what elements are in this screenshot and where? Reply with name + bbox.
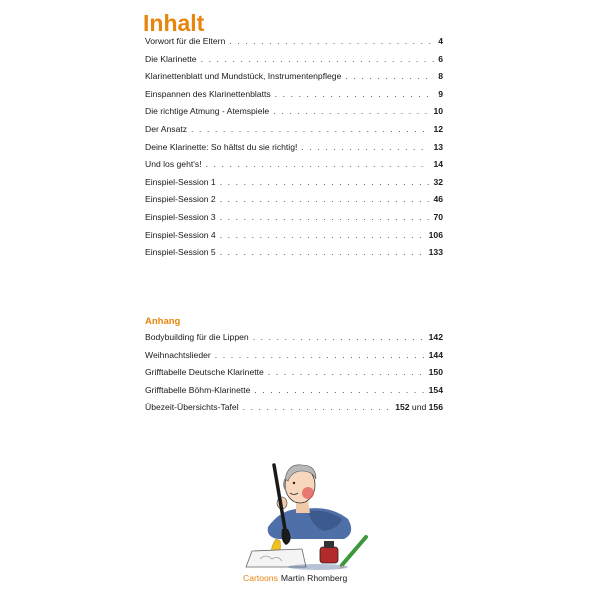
toc-entry-page xyxy=(429,247,443,257)
toc-entry-label: Die Klarinette xyxy=(145,53,197,64)
toc-entry-label: Einspiel-Session 4 xyxy=(145,229,216,240)
toc-entry xyxy=(145,385,443,403)
toc-page-number: 46 xyxy=(433,194,443,205)
toc-entry-page xyxy=(429,367,443,377)
toc-leader-dots xyxy=(206,159,430,169)
toc-entry-page xyxy=(395,402,443,412)
toc-page-number: 32 xyxy=(433,176,443,187)
toc-page-connector: und xyxy=(411,402,427,413)
toc-page-number: 133 xyxy=(428,247,443,258)
toc-entry-page xyxy=(438,36,443,46)
toc-entry xyxy=(145,71,443,89)
toc-leader-dots xyxy=(220,177,430,187)
toc-page-number: 142 xyxy=(428,332,443,342)
appendix-toc xyxy=(145,332,443,420)
toc-entry xyxy=(145,106,443,124)
toc-entry xyxy=(145,36,443,54)
cartoon-man-with-clarinet-icon xyxy=(238,455,370,571)
toc-entry xyxy=(145,124,443,142)
toc-page-number-second: 156 xyxy=(428,402,443,413)
toc-leader-dots xyxy=(220,230,425,240)
toc-entry xyxy=(145,230,443,248)
toc-leader-dots xyxy=(254,385,424,395)
toc-leader-dots xyxy=(243,402,392,412)
toc-leader-dots xyxy=(220,212,430,222)
toc-leader-dots xyxy=(275,89,435,99)
toc-leader-dots xyxy=(191,124,429,134)
toc-entry-label: Und los geht's! xyxy=(145,159,202,170)
toc-leader-dots xyxy=(253,332,425,342)
toc-entry-page xyxy=(438,71,443,81)
toc-entry-label: Klarinettenblatt und Mundstück, Instrumentenpflege xyxy=(145,71,342,82)
toc-entry-page xyxy=(433,159,443,169)
main-toc xyxy=(145,36,443,265)
toc-entry-page xyxy=(438,89,443,99)
toc-page-number: 150 xyxy=(428,367,443,378)
toc-entry-label: Vorwort für die Eltern xyxy=(145,36,226,46)
toc-entry-page xyxy=(433,142,443,152)
toc-entry-label: Einspiel-Session 5 xyxy=(145,247,216,258)
credit-name: Martin Rhomberg xyxy=(280,573,348,583)
toc-entry-page xyxy=(429,332,443,342)
toc-entry-page xyxy=(433,177,443,187)
toc-page-number: 106 xyxy=(428,229,443,240)
toc-entry-label: Einspiel-Session 1 xyxy=(145,176,216,187)
toc-entry xyxy=(145,142,443,160)
toc-leader-dots xyxy=(268,367,425,377)
toc-entry-page xyxy=(433,212,443,222)
toc-entry-page xyxy=(433,194,443,204)
page-title: Inhalt xyxy=(143,10,205,36)
toc-page-number: 13 xyxy=(433,141,443,152)
toc-page-number: 9 xyxy=(438,88,443,99)
toc-entry xyxy=(145,177,443,195)
toc-entry-label: Übezeit-Übersichts-Tafel xyxy=(145,402,239,413)
toc-entry xyxy=(145,54,443,72)
toc-page-number: 154 xyxy=(428,384,443,395)
toc-entry-page xyxy=(438,54,443,64)
credit-label: Cartoons xyxy=(243,573,278,583)
toc-entry xyxy=(145,402,443,420)
toc-page-number: 10 xyxy=(433,106,443,117)
toc-entry xyxy=(145,159,443,177)
toc-entry xyxy=(145,350,443,368)
toc-entry xyxy=(145,332,443,350)
toc-page-number: 4 xyxy=(438,36,443,46)
toc-entry-page xyxy=(433,124,443,134)
toc-entry-label: Deine Klarinette: So hältst du sie richtig! xyxy=(145,141,298,152)
toc-entry-page xyxy=(429,230,443,240)
toc-entry-label: Einspiel-Session 3 xyxy=(145,211,216,222)
toc-entry xyxy=(145,212,443,230)
toc-leader-dots xyxy=(301,142,429,152)
toc-entry-label: Grifftabelle Böhm-Klarinette xyxy=(145,384,251,395)
toc-entry-label: Einspiel-Session 2 xyxy=(145,194,216,205)
toc-entry xyxy=(145,89,443,107)
toc-leader-dots xyxy=(273,106,429,116)
toc-leader-dots xyxy=(345,71,434,81)
toc-page-number: 12 xyxy=(433,123,443,134)
toc-leader-dots xyxy=(220,247,425,257)
toc-leader-dots xyxy=(201,54,435,64)
toc-entry-label: Grifftabelle Deutsche Klarinette xyxy=(145,367,264,378)
toc-entry xyxy=(145,367,443,385)
toc-entry-page xyxy=(429,350,443,360)
toc-page-number: 14 xyxy=(433,159,443,170)
toc-page-number: 144 xyxy=(428,349,443,360)
toc-page-number: 152 xyxy=(395,402,410,413)
toc-entry-label: Bodybuilding für die Lippen xyxy=(145,332,249,342)
toc-leader-dots xyxy=(220,194,430,204)
toc-entry-label: Einspannen des Klarinettenblatts xyxy=(145,88,271,99)
appendix-heading: Anhang xyxy=(145,316,181,327)
illustration-credit xyxy=(243,573,347,583)
toc-page-number: 70 xyxy=(433,211,443,222)
toc-entry-page xyxy=(429,385,443,395)
toc-entry-page xyxy=(433,106,443,116)
toc-entry-label: Die richtige Atmung - Atemspiele xyxy=(145,106,270,117)
toc-entry-label: Weihnachtslieder xyxy=(145,349,211,360)
toc-leader-dots xyxy=(215,350,425,360)
toc-entry xyxy=(145,247,443,265)
toc-page-number: 6 xyxy=(438,53,443,64)
toc-leader-dots xyxy=(229,36,434,46)
toc-page-number: 8 xyxy=(438,71,443,82)
toc-entry-label: Der Ansatz xyxy=(145,123,188,134)
toc-entry xyxy=(145,194,443,212)
